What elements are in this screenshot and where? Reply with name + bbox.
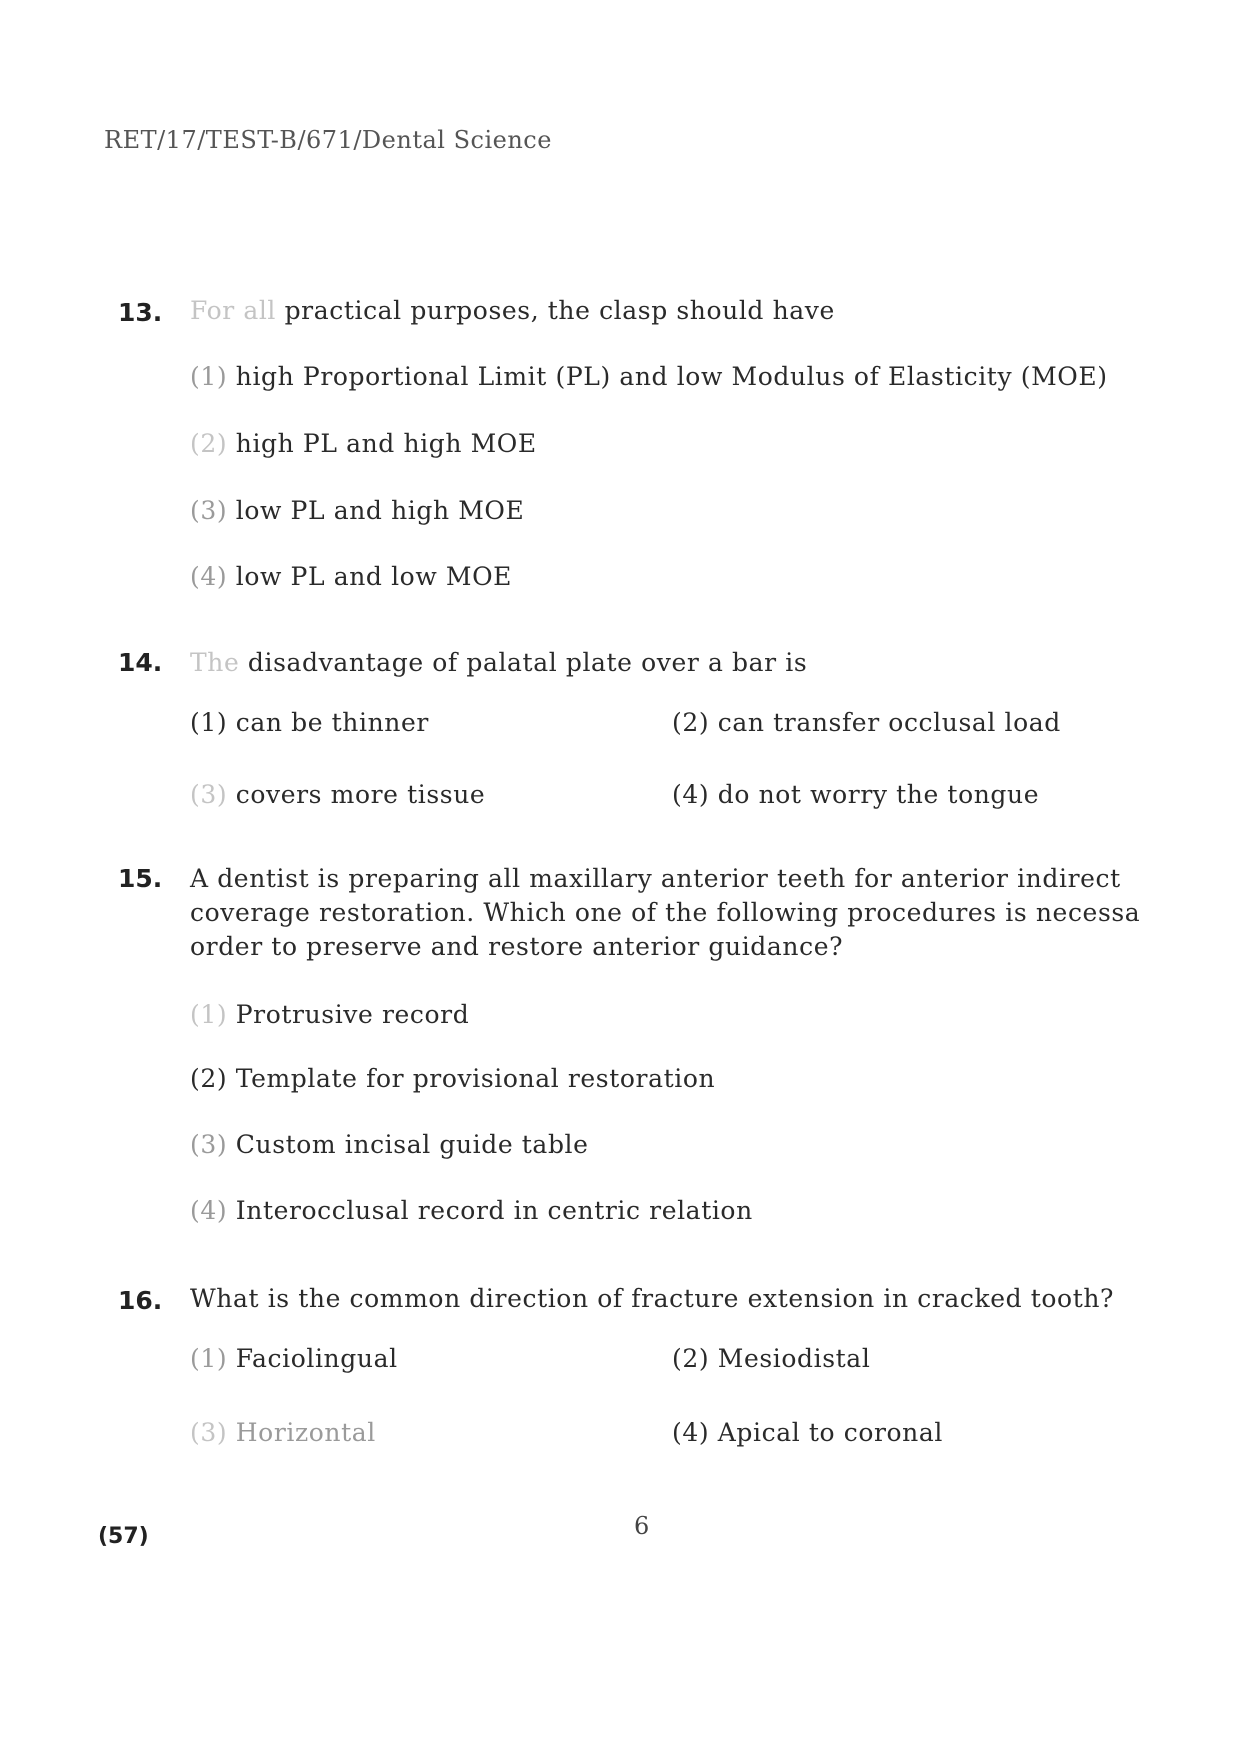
question-lead: The [190,648,240,677]
question-text: What is the common direction of fracture extension in cracked tooth? [190,1284,1115,1313]
question-body: disadvantage of palatal plate over a bar is [247,648,808,677]
footer-code: (57) [98,1524,149,1549]
option-2: (2) Template for provisional restoration [190,1064,716,1093]
option-3: (3) Horizontal [190,1418,376,1447]
page-header: RET/17/TEST-B/671/Dental Science [104,126,552,154]
option-1: (1) Faciolingual [190,1344,398,1373]
question-body: practical purposes, the clasp should have [284,296,835,325]
question-text [190,648,807,677]
option-4: (4) Apical to coronal [672,1418,943,1447]
question-lead: For all [190,296,277,325]
option-2: (2) Mesiodistal [672,1344,871,1373]
option-3: (3) Custom incisal guide table [190,1130,589,1159]
option-2: (2) can transfer occlusal load [672,708,1061,737]
option-3: (3) covers more tissue [190,780,486,809]
option-3: (3) low PL and high MOE [190,496,525,525]
question-number: 13. [118,298,163,327]
question-number: 16. [118,1286,163,1315]
question-text [190,296,835,325]
question-text-line-2: coverage restoration. Which one of the following procedures is necessa [190,898,1141,927]
option-1: (1) can be thinner [190,708,429,737]
option-4: (4) do not worry the tongue [672,780,1040,809]
question-number: 14. [118,648,163,677]
option-1: (1) Protrusive record [190,1000,470,1029]
option-1: (1) high Proportional Limit (PL) and low Modulus of Elasticity (MOE) [190,362,1108,391]
option-4: (4) Interocclusal record in centric relation [190,1196,753,1225]
page-number: 6 [634,1512,650,1540]
option-4: (4) low PL and low MOE [190,562,513,591]
question-text-line-1: A dentist is preparing all maxillary anterior teeth for anterior indirect [190,864,1121,893]
option-2: (2) high PL and high MOE [190,429,537,458]
question-number: 15. [118,864,163,893]
question-text-line-3: order to preserve and restore anterior guidance? [190,932,844,961]
